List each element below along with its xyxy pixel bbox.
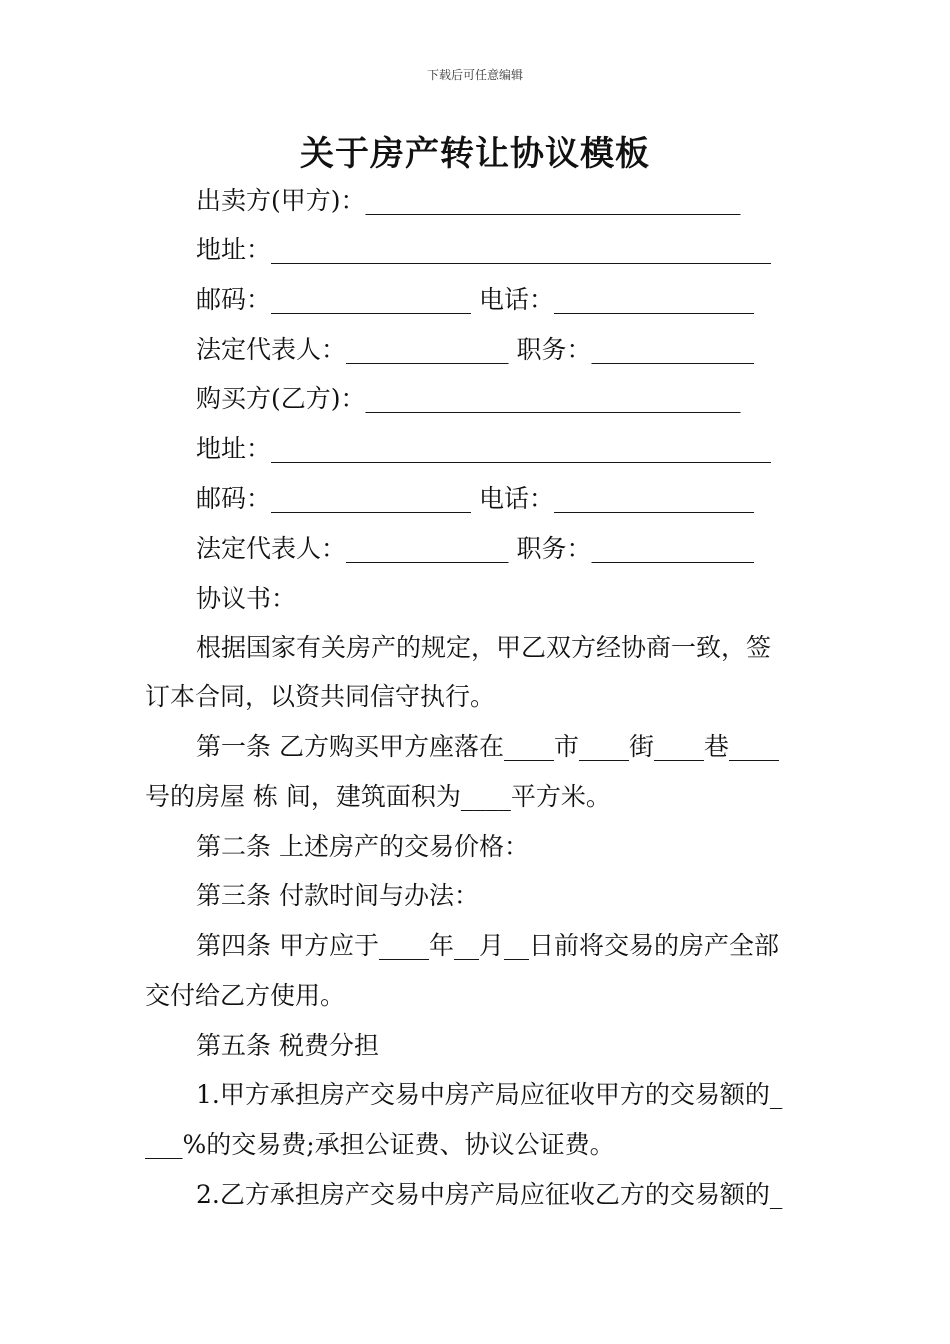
article-4-line-2: 交付给乙方使用。	[145, 981, 346, 1010]
article-1-line-2: 号的房屋 栋 间，建筑面积为____平方米。	[145, 782, 611, 811]
seller-rep-title-line: 法定代表人：_____________ 职务：_____________	[196, 335, 754, 364]
header-note: 下载后可任意编辑	[426, 68, 523, 82]
article-3: 第三条 付款时间与办法：	[196, 881, 479, 910]
buyer-address-line: 地址：________________________________________	[196, 434, 772, 463]
buyer-rep-title-line: 法定代表人：_____________ 职务：_____________	[196, 534, 754, 563]
page-title: 关于房产转让协议模板	[300, 134, 650, 174]
item-2-line-1: 2.乙方承担房产交易中房产局应征收乙方的交易额的_	[196, 1180, 783, 1209]
seller-address-line: 地址：________________________________________	[196, 235, 772, 264]
article-1-line-1: 第一条 乙方购买甲方座落在____市____街____巷____	[196, 732, 779, 761]
buyer-zip-phone-line: 邮码：________________ 电话：________________	[196, 484, 754, 513]
article-5: 第五条 税费分担	[196, 1031, 379, 1060]
article-2: 第二条 上述房产的交易价格：	[196, 832, 529, 861]
seller-zip-phone-line: 邮码：________________ 电话：________________	[196, 285, 754, 314]
intro-line-2: 订本合同，以资共同信守执行。	[145, 682, 496, 711]
intro-line-1: 根据国家有关房产的规定，甲乙双方经协商一致，签	[196, 633, 772, 662]
agreement-heading: 协议书：	[196, 584, 297, 613]
item-1-line-2: ___%的交易费;承担公证费、协议公证费。	[145, 1130, 615, 1159]
article-4-line-1: 第四条 甲方应于____年__月__日前将交易的房产全部	[196, 931, 779, 960]
buyer-name-line: 购买方(乙方)：______________________________	[196, 384, 741, 413]
seller-name-line: 出卖方(甲方)：______________________________	[196, 186, 741, 215]
item-1-line-1: 1.甲方承担房产交易中房产局应征收甲方的交易额的_	[196, 1080, 783, 1109]
